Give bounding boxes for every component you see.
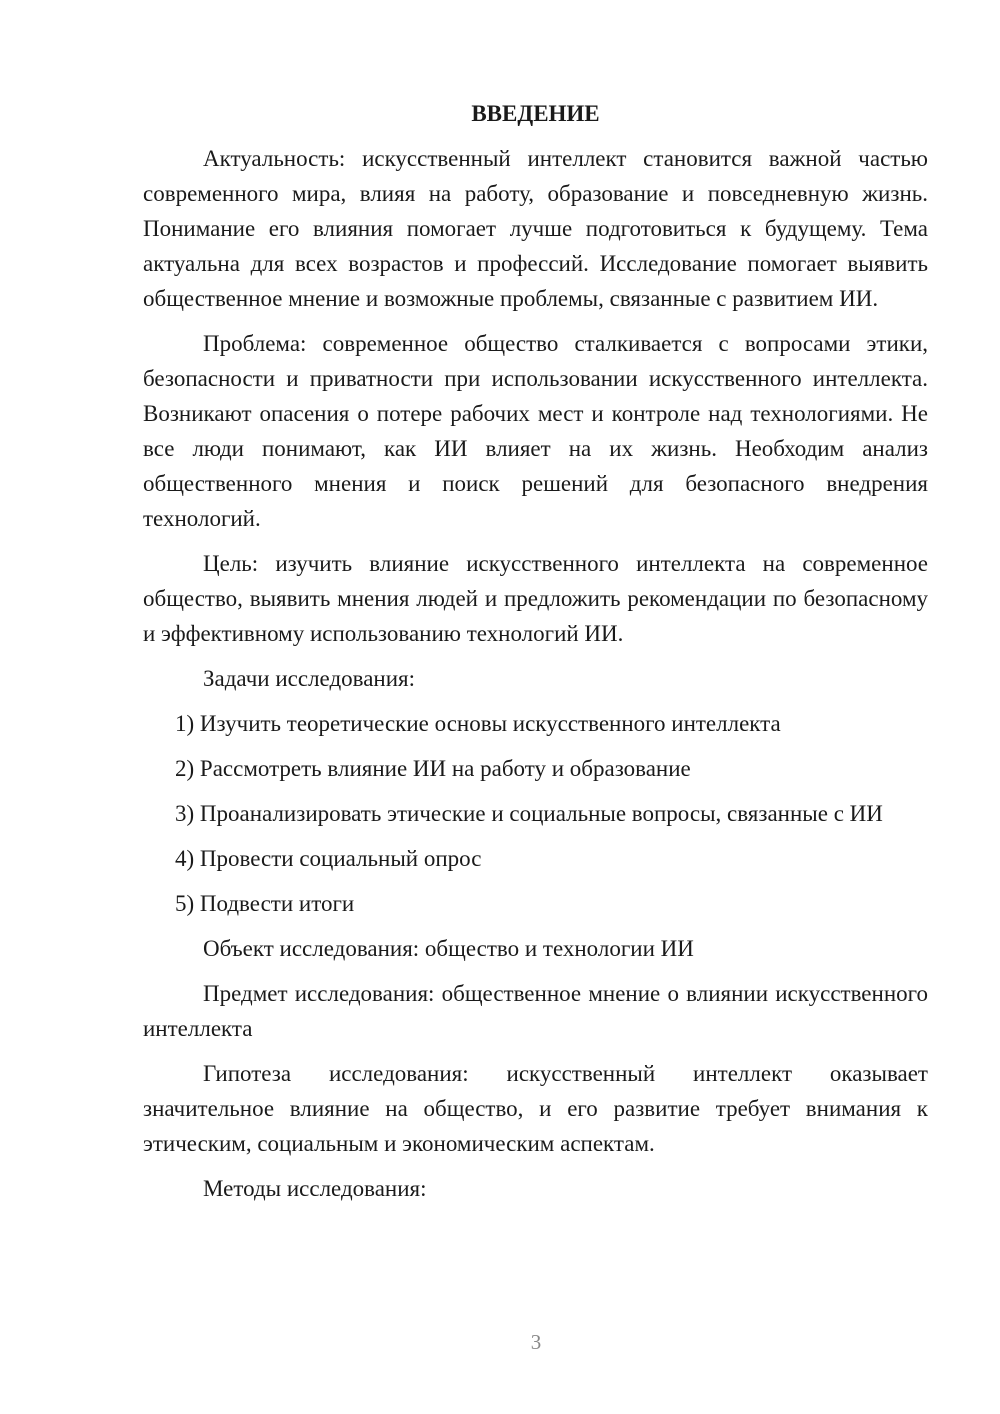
task-item-5: 5) Подвести итоги bbox=[175, 891, 355, 916]
document-page bbox=[143, 96, 928, 1216]
task-item-2: 2) Рассмотреть влияние ИИ на работу и образование bbox=[175, 756, 691, 781]
paragraph-subject: Предмет исследования: общественное мнение о влиянии искусственного интеллекта bbox=[143, 981, 928, 1041]
paragraph-methods: Методы исследования: bbox=[203, 1176, 427, 1201]
page-number: 3 bbox=[530, 1330, 542, 1354]
paragraph-object: Объект исследования: общество и технологии ИИ bbox=[203, 936, 694, 961]
task-item-3: 3) Проанализировать этические и социальные вопросы, связанные с ИИ bbox=[175, 801, 883, 826]
task-item-1: 1) Изучить теоретические основы искусственного интеллекта bbox=[175, 711, 781, 736]
paragraph-tasks-heading: Задачи исследования: bbox=[203, 666, 416, 691]
paragraph-goal: Цель: изучить влияние искусственного интеллекта на современное общество, выявить мнения людей и предложить рекомендации по безопасному и эффективному использованию технологий ИИ. bbox=[143, 551, 928, 646]
paragraph-hypothesis: Гипотеза исследования: искусственный интеллект оказывает значительное влияние на общество, и его развитие требует внимания к этическим, социальным и экономическим аспектам. bbox=[143, 1061, 928, 1156]
section-title: ВВЕДЕНИЕ bbox=[471, 101, 600, 126]
task-item-4: 4) Провести социальный опрос bbox=[175, 846, 482, 871]
paragraph-problem: Проблема: современное общество сталкивается с вопросами этики, безопасности и приватности при использовании искусственного интеллекта. Возникают опасения о потере рабочих мест и контроле над технологиями. Не все люди понимают, как ИИ влияет на их жизнь. Необходим анализ общественного мнения и поиск решений для безопасного внедрения технологий. bbox=[143, 331, 928, 531]
paragraph-relevance: Актуальность: искусственный интеллект становится важной частью современного мира, влияя на работу, образование и повседневную жизнь. Понимание его влияния помогает лучше подготовиться к будущему. Тема актуальна для всех возрастов и профессий. Исследование помогает выявить общественное мнение и возможные проблемы, связанные с развитием ИИ. bbox=[143, 146, 928, 311]
